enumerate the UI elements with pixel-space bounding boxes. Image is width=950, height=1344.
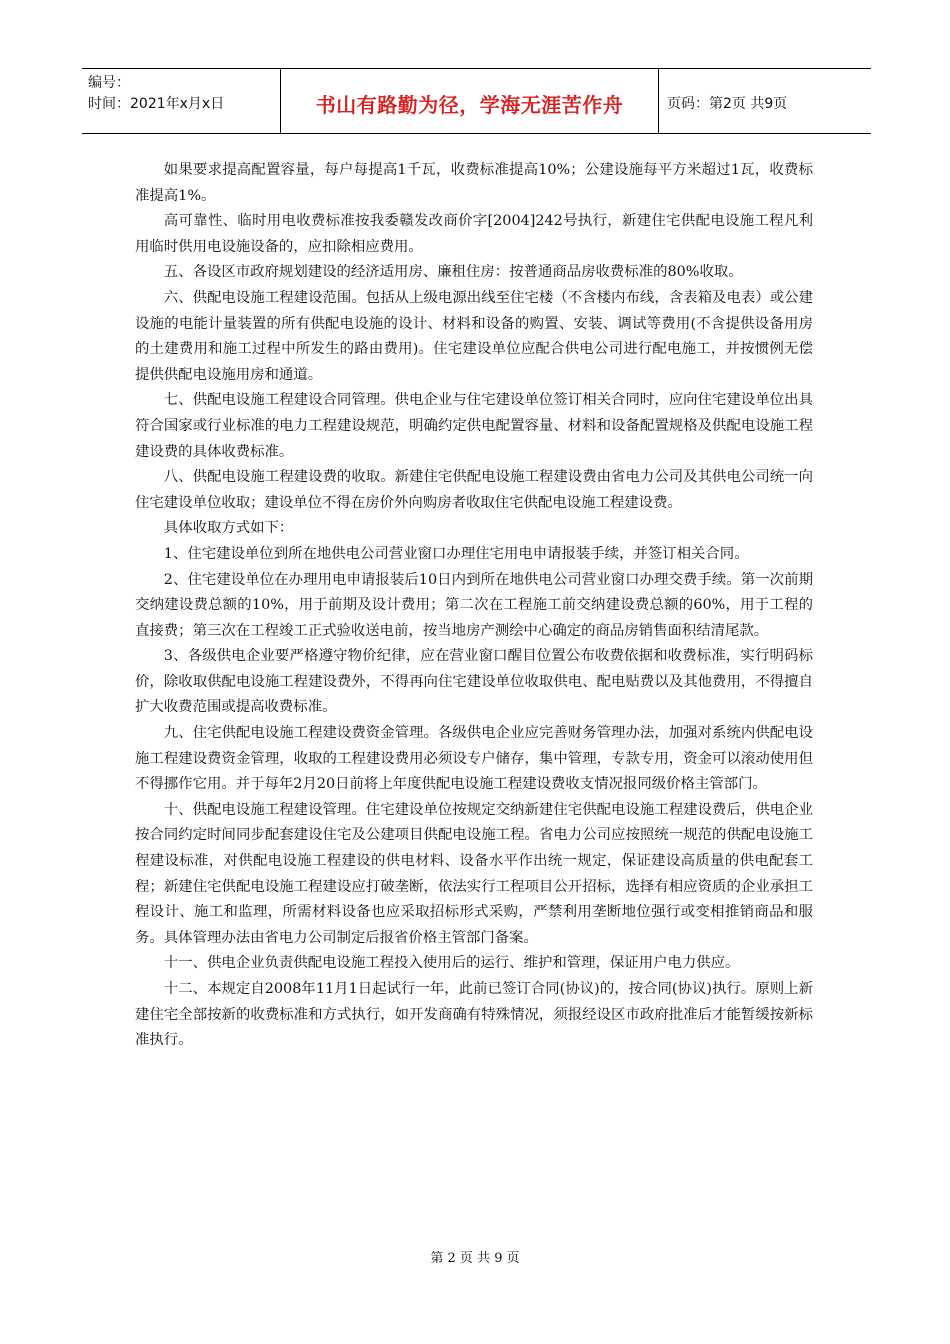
header-meta [82,69,281,133]
paragraph: 六、供配电设施工程建设范围。包括从上级电源出线至住宅楼（不含楼内布线，含表箱及电表）或公建设施的电能计量装置的所有供配电设施的设计、材料和设备的购置、安装、调试等费用(不含提供设备用房的土建费用和施工过程中所发生的路由费用)。住宅建设单位应配合供电公司进行配电施工，并按惯例无偿提供供配电设施用房和通道。 [135,289,813,383]
page-footer: 第 2 页 共 9 页 [430,1251,520,1266]
header-page-code: 页码：第2页 共9页 [667,96,788,112]
paragraph: 八、供配电设施工程建设费的收取。新建住宅供配电设施工程建设费由省电力公司及其供电公司统一向住宅建设单位收取；建设单位不得在房价外向购房者收取住宅供配电设施工程建设费。 [135,469,813,511]
time-label: 时间：2021年x月x日 [88,96,225,112]
paragraph: 具体收取方式如下： [163,520,294,537]
paragraph: 如果要求提高配置容量，每户每提高1千瓦，收费标准提高10%；公建设施每平方米超过1瓦，收费标准提高1%。 [135,162,813,204]
paragraph: 3、各级供电企业要严格遵守物价纪律，应在营业窗口醒目位置公布收费依据和收费标准，实行明码标价，除收取供配电设施工程建设费外，不得再向住宅建设单位收取供电、配电贴费以及其他费用，不得擅自扩大收费范围或提高收费标准。 [135,648,813,716]
paragraph: 七、供配电设施工程建设合同管理。供电企业与住宅建设单位签订相关合同时，应向住宅建设单位出具符合国家或行业标准的电力工程建设规范，明确约定供电配置容量、材料和设备配置规格及供配电设施工程建设费的具体收费标准。 [135,392,813,460]
paragraph: 十、供配电设施工程建设管理。住宅建设单位按规定交纳新建住宅供配电设施工程建设费后，供电企业按合同约定时间同步配套建设住宅及公建项目供配电设施工程。省电力公司应按照统一规范的供配电设施工程建设标准，对供配电设施工程建设的供电材料、设备水平作出统一规定，保证建设高质量的供电配套工程；新建住宅供配电设施工程建设应打破垄断，依法实行工程项目公开招标，选择有相应资质的企业承担工程设计、施工和监理，所需材料设备也应采取招标形式采购，严禁利用垄断地位强行或变相推销商品和服务。具体管理办法由省电力公司制定后报省价格主管部门备案。 [135,801,813,946]
document-body [135,158,813,1054]
paragraph: 高可靠性、临时用电收费标准按我委赣发改商价字[2004]242号执行，新建住宅供配电设施工程凡利用临时供用电设施设备的，应扣除相应费用。 [135,213,813,255]
number-label: 编号： [88,75,130,91]
paragraph: 十二、本规定自2008年11月1日起试行一年，此前已签订合同(协议)的，按合同(协议)执行。原则上新建住宅全部按新的收费标准和方式执行，如开发商确有特殊情况，须报经设区市政府批准后才能暂缓按新标准执行。 [135,981,813,1049]
paragraph: 1、住宅建设单位到所在地供电公司营业窗口办理住宅用电申请报装手续，并签订相关合同。 [163,545,749,562]
paragraph: 五、各设区市政府规划建设的经济适用房、廉租住房：按普通商品房收费标准的80%收取。 [163,264,743,281]
paragraph: 2、住宅建设单位在办理用电申请报装后10日内到所在地供电公司营业窗口办理交费手续。第一次前期交纳建设费总额的10%，用于前期及设计费用；第二次在工程施工前交纳建设费总额的60%，用于工程的直接费；第三次在工程竣工正式验收送电前，按当地房产测绘中心确定的商品房销售面积结清尾款。 [135,571,813,639]
document-header [82,68,871,134]
paragraph: 九、住宅供配电设施工程建设费资金管理。各级供电企业应完善财务管理办法，加强对系统内供配电设施工程建设费资金管理，收取的工程建设费用必须设专户储存，集中管理，专款专用，资金可以滚动使用但不得挪作它用。并于每年2月20日前将上年度供配电设施工程建设费收支情况报同级价格主管部门。 [135,725,813,793]
paragraph: 十一、供电企业负责供配电设施工程投入使用后的运行、维护和管理，保证用户电力供应。 [163,955,740,972]
header-motto: 书山有路勤为径，学海无涯苦作舟 [281,69,659,133]
